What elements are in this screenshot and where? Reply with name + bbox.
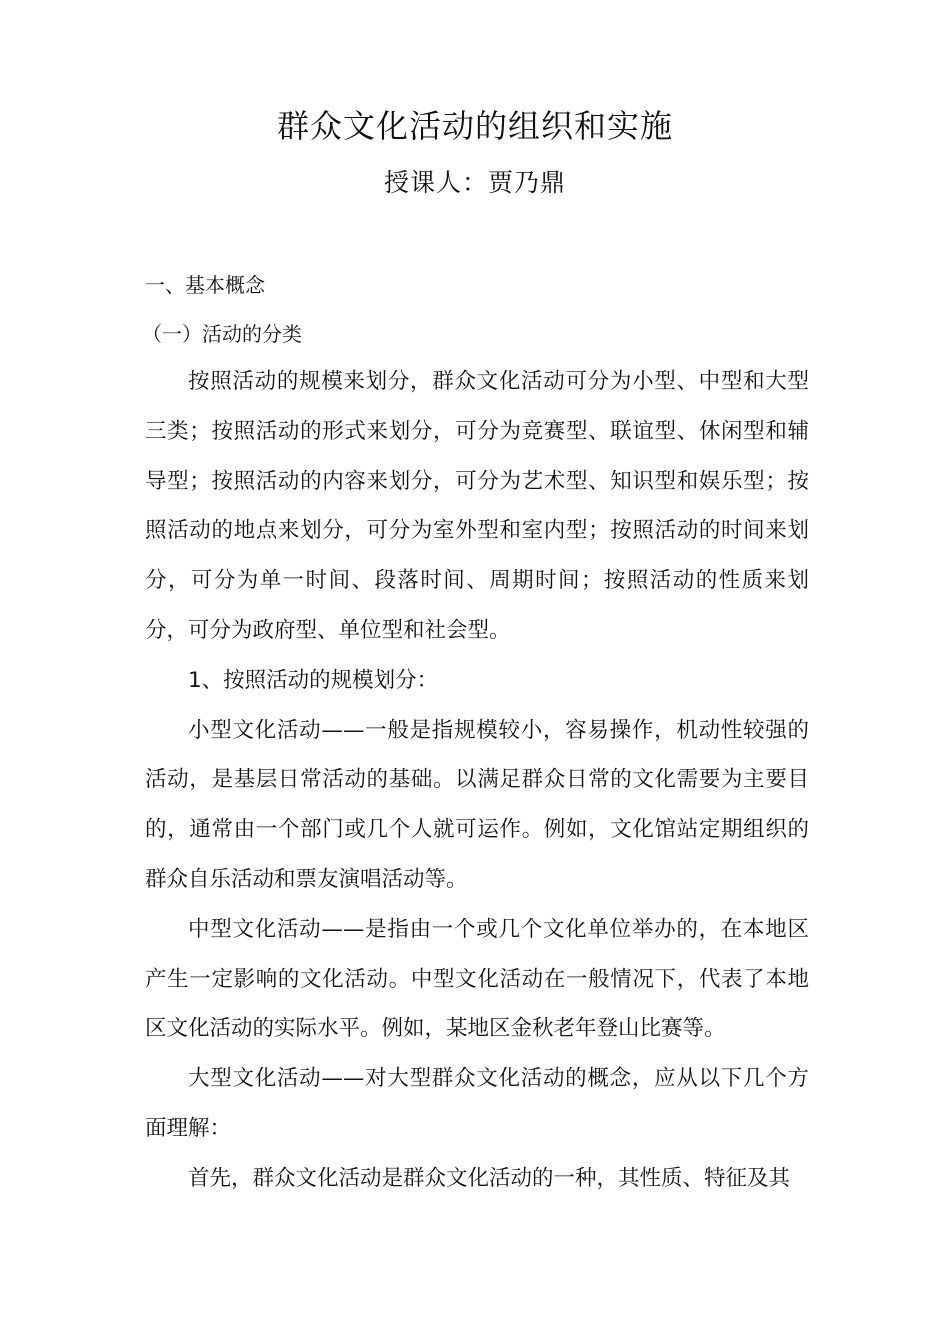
paragraph: 首先，群众文化活动是群众文化活动的一种，其性质、特征及其 [188,1165,791,1191]
paragraph: 大型文化活动——对大型群众文化活动的概念，应从以下几个方面理解： [145,1066,809,1141]
subsection-heading: （一）活动的分类 [142,322,302,346]
paragraph: 1、按照活动的规模划分： [188,667,439,693]
paragraph: 中型文化活动——是指由一个或几个文化单位举办的，在本地区产生一定影响的文化活动。中型文化活动在一般情况下，代表了本地区文化活动的实际水平。例如，某地区金秋老年登山比赛等。 [145,916,809,1042]
document-body [145,357,809,1204]
section-heading: 一、基本概念 [145,273,265,297]
document-subtitle: 授课人：贾乃鼎 [383,168,566,197]
paragraph: 按照活动的规模来划分，群众文化活动可分为小型、中型和大型三类；按照活动的形式来划分，可分为竞赛型、联谊型、休闲型和辅导型；按照活动的内容来划分，可分为艺术型、知识型和娱乐型；按照活动的地点来划分，可分为室外型和室内型；按照活动的时间来划分，可分为单一时间、段落时间、周期时间；按照活动的性质来划分，可分为政府型、单位型和社会型。 [145,369,809,643]
paragraph: 小型文化活动——一般是指规模较小，容易操作，机动性较强的活动，是基层日常活动的基础。以满足群众日常的文化需要为主要目的，通常由一个部门或几个人就可运作。例如，文化馆站定期组织的群众自乐活动和票友演唱活动等。 [145,717,809,892]
document-title: 群众文化活动的组织和实施 [276,107,673,145]
